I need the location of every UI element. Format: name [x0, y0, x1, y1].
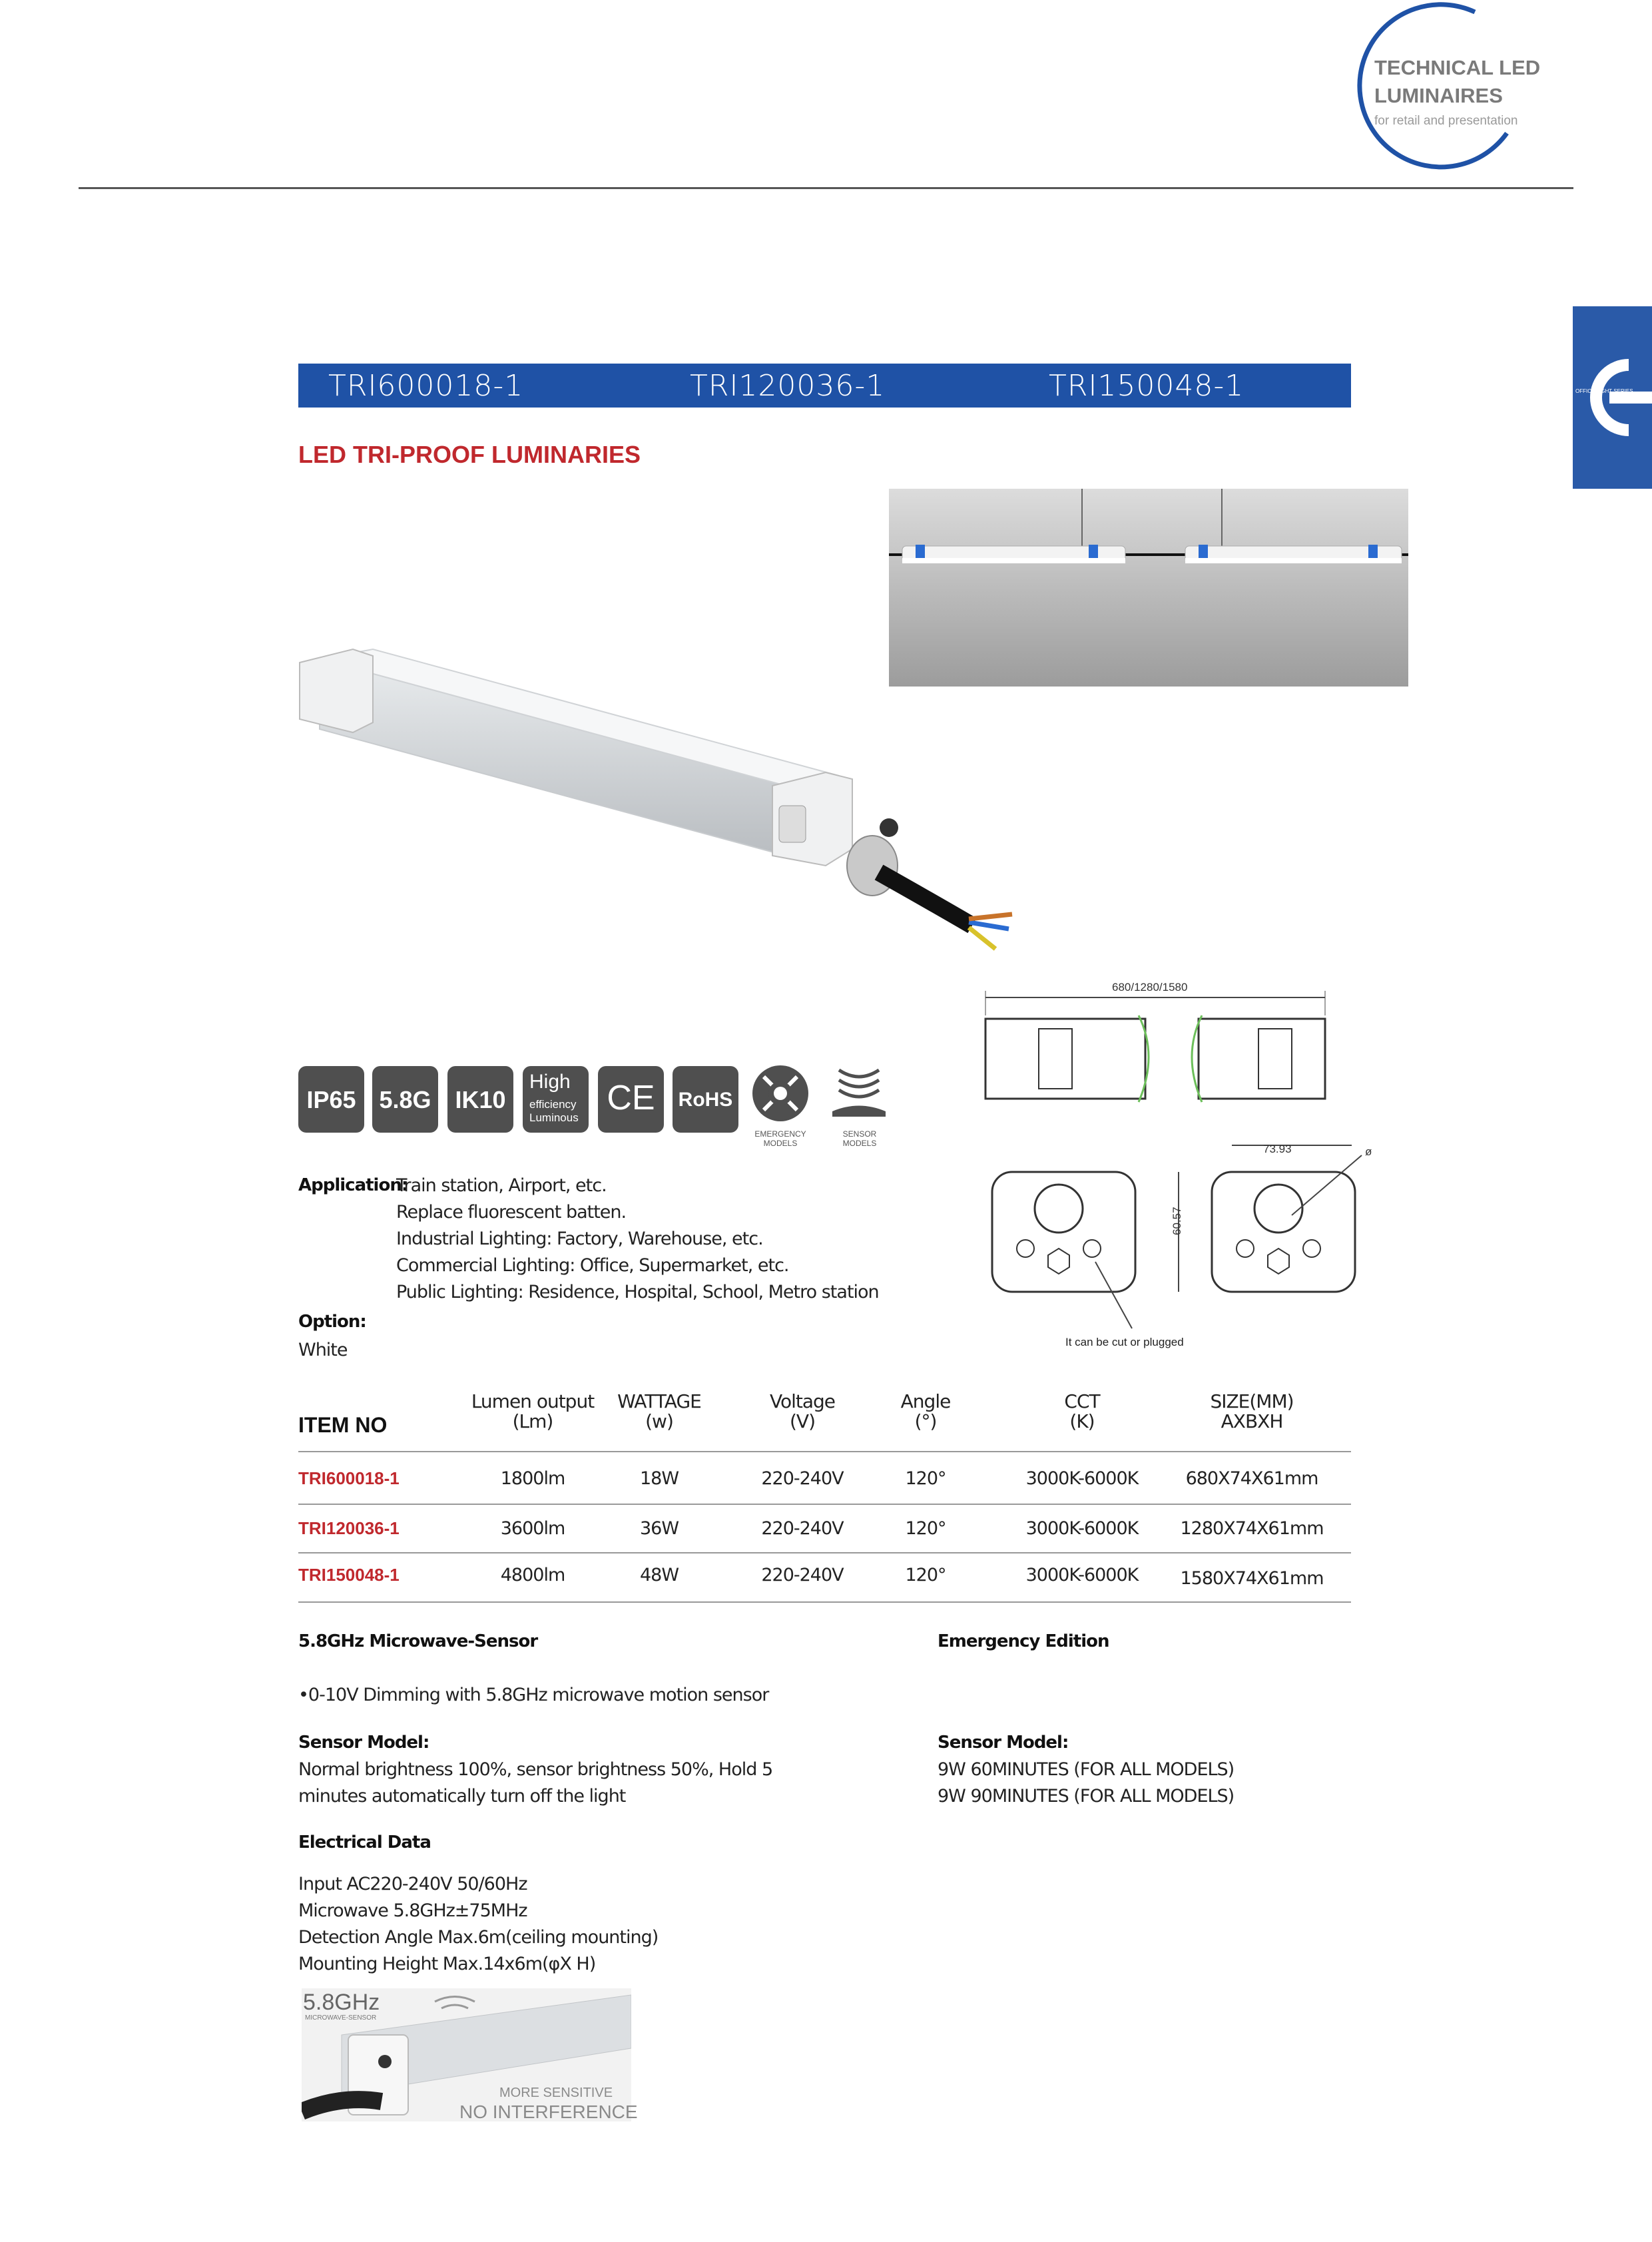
ce-text: CE: [607, 1079, 655, 1117]
5-8g-badge: [372, 1066, 438, 1133]
brand-line-2: LUMINAIRES: [1374, 84, 1503, 107]
page-title: LED TRI-PROOF LUMINARIES: [298, 441, 641, 468]
rohs-badge: [673, 1066, 738, 1133]
high-efficiency-badge: [523, 1066, 589, 1133]
emergency-line-1: 9W 60MINUTES (FOR ALL MODELS): [938, 1759, 1235, 1780]
ip65-text: IP65: [306, 1086, 356, 1113]
application-line-1: Train station, Airport, etc.: [396, 1175, 607, 1196]
table-row-2-lumen: 3600lm: [500, 1518, 565, 1539]
table-row-2-cct: 3000K-6000K: [1025, 1518, 1139, 1539]
ce-badge: [598, 1066, 664, 1133]
application-line-5: Public Lighting: Residence, Hospital, School, Metro station: [396, 1282, 879, 1302]
brand-line-3: for retail and presentation: [1374, 114, 1518, 128]
table-header-voltage: Voltage (V): [769, 1390, 836, 1432]
sensor-model-line-2: minutes automatically turn off the light: [298, 1786, 626, 1807]
table-row-3-angle: 120°: [905, 1565, 946, 1585]
application-line-4: Commercial Lighting: Office, Supermarket, etc.: [396, 1255, 789, 1276]
height-dimension: 60.57: [1171, 1207, 1183, 1235]
table-header-lumen: Lumen output (Lm): [471, 1390, 595, 1432]
ik10-badge: [447, 1066, 513, 1133]
application-line-3: Industrial Lighting: Factory, Warehouse, etc.: [396, 1229, 763, 1249]
table-divider: [298, 1601, 1351, 1603]
electrical-line-2: Microwave 5.8GHz±75MHz: [298, 1900, 527, 1921]
table-row-1-watt: 18W: [639, 1468, 679, 1489]
table-divider: [298, 1451, 1351, 1452]
technical-drawing: [979, 976, 1398, 1358]
table-row-1-lumen: 1800lm: [500, 1468, 565, 1489]
banner-model-2: TRI120036-1: [690, 369, 886, 403]
sensor-caption: SENSOR MODELS: [842, 1129, 877, 1148]
table-row-3-cct: 3000K-6000K: [1025, 1565, 1139, 1585]
table-row-3-lumen: 4800lm: [500, 1565, 565, 1585]
emergency-line-2: 9W 90MINUTES (FOR ALL MODELS): [938, 1786, 1235, 1807]
table-divider: [298, 1504, 1351, 1505]
sensor-model-label: Sensor Model:: [298, 1733, 429, 1753]
sensor-bullet: •0-10V Dimming with 5.8GHz microwave motion sensor: [298, 1685, 769, 1705]
brand-line-1: TECHNICAL LED: [1374, 56, 1541, 79]
table-row-1-angle: 120°: [905, 1468, 946, 1489]
efficiency-text: efficiency: [529, 1098, 577, 1111]
option-label: Option:: [298, 1312, 366, 1332]
sensor-model-line-1: Normal brightness 100%, sensor brightness 50%, Hold 5: [298, 1759, 773, 1780]
table-row-2-watt: 36W: [639, 1518, 679, 1539]
header-divider: [79, 187, 1573, 189]
table-header-angle: Angle (°): [900, 1390, 951, 1432]
table-header-cct: CCT (K): [1064, 1390, 1100, 1432]
thumb-title: 5.8GHz: [303, 1990, 380, 2015]
emergency-section-title: Emergency Edition: [938, 1631, 1109, 1651]
rohs-text: RoHS: [678, 1089, 733, 1111]
table-row-2-item: TRI120036-1: [298, 1518, 400, 1538]
electrical-data-label: Electrical Data: [298, 1832, 431, 1852]
electrical-line-4: Mounting Height Max.14x6m(φX H): [298, 1954, 596, 1974]
table-row-2-size: 1280X74X61mm: [1180, 1518, 1324, 1539]
model-banner: [298, 364, 1351, 408]
table-row-1-size: 680X74X61mm: [1185, 1468, 1318, 1489]
table-row-2-volt: 220-240V: [761, 1518, 844, 1539]
side-tab-text: OFFICE LIGHT SERIES: [1575, 388, 1633, 394]
table-divider: [298, 1552, 1351, 1553]
table-row-3-size: 1580X74X61mm: [1180, 1568, 1324, 1589]
banner-model-1: TRI600018-1: [328, 369, 524, 403]
banner-model-3: TRI150048-1: [1049, 369, 1244, 403]
length-dimension: 680/1280/1580: [1112, 981, 1188, 993]
table-header-size: SIZE(MM) AXBXH: [1210, 1390, 1294, 1432]
application-line-2: Replace fluorescent batten.: [396, 1202, 627, 1223]
application-label: Application:: [298, 1175, 408, 1195]
option-value: White: [298, 1340, 348, 1360]
thumb-more-sensitive: MORE SENSITIVE: [499, 2086, 613, 2100]
table-row-1-volt: 220-240V: [761, 1468, 844, 1489]
5-8g-text: 5.8G: [379, 1086, 431, 1113]
phi-symbol: ø: [1365, 1145, 1372, 1158]
electrical-line-3: Detection Angle Max.6m(ceiling mounting): [298, 1927, 659, 1948]
cut-note: It can be cut or plugged: [1065, 1336, 1184, 1348]
table-header-wattage: WATTAGE (w): [617, 1390, 701, 1432]
electrical-line-1: Input AC220-240V 50/60Hz: [298, 1874, 527, 1894]
table-row-3-volt: 220-240V: [761, 1565, 844, 1585]
sensor-section-title: 5.8GHz Microwave-Sensor: [298, 1631, 538, 1651]
ik10-text: IK10: [455, 1086, 506, 1113]
thumb-no-interference: NO INTERFERENCE: [459, 2102, 638, 2122]
emergency-model-label: Sensor Model:: [938, 1733, 1069, 1753]
table-header-item: ITEM NO: [298, 1413, 388, 1437]
high-text: High: [529, 1071, 571, 1093]
thumb-subtitle: MICROWAVE-SENSOR: [305, 2014, 377, 2022]
side-tab: [1573, 306, 1652, 489]
table-row-1-cct: 3000K-6000K: [1025, 1468, 1139, 1489]
table-row-3-item: TRI150048-1: [298, 1565, 400, 1585]
side-tab-c-icon: [1573, 306, 1652, 489]
table-row-3-watt: 48W: [639, 1565, 679, 1585]
emergency-icon: [750, 1063, 810, 1123]
width-dimension: 73.93: [1263, 1143, 1292, 1155]
emergency-caption: EMERGENCY MODELS: [754, 1129, 806, 1148]
sensor-icon: [829, 1063, 889, 1123]
table-row-2-angle: 120°: [905, 1518, 946, 1539]
table-row-1-item: TRI600018-1: [298, 1468, 400, 1488]
product-image: [293, 636, 1099, 962]
luminous-text: Luminous: [529, 1111, 579, 1124]
ip65-badge: [298, 1066, 364, 1133]
